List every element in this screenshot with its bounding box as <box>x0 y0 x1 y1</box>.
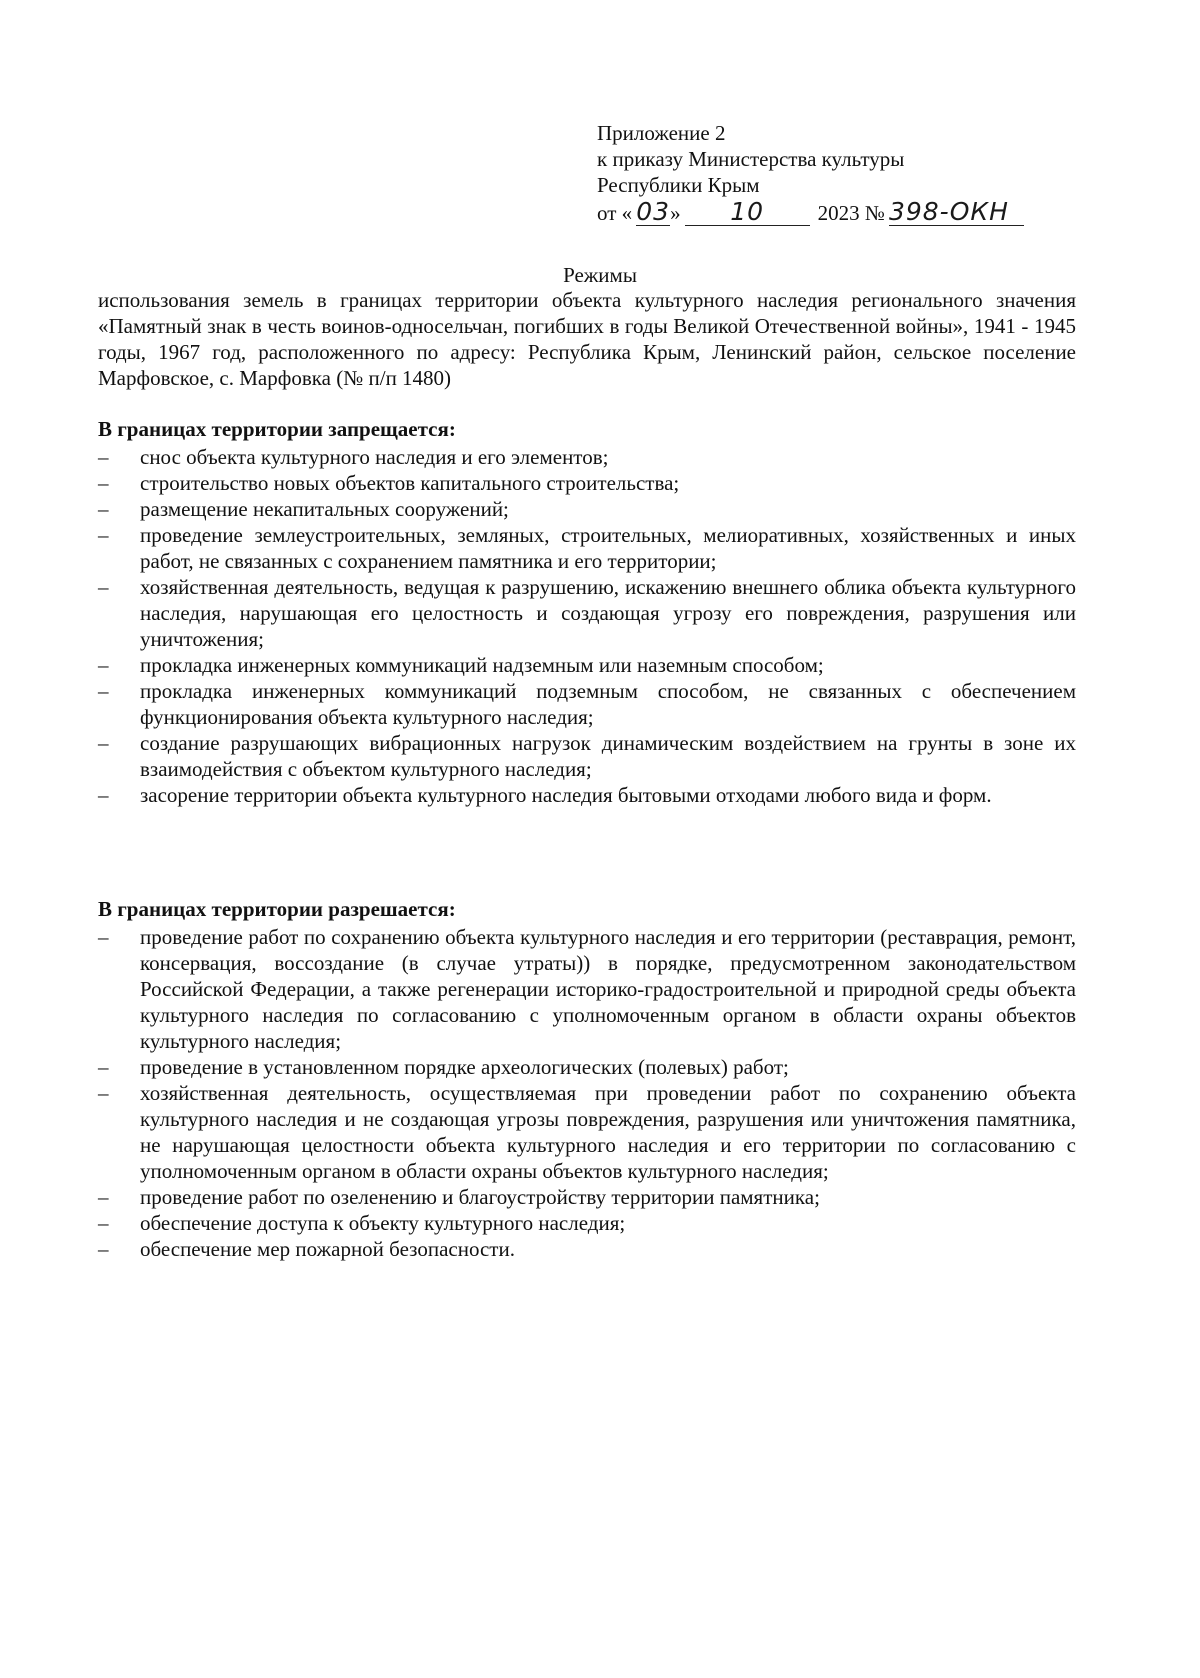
list-item <box>98 652 1076 678</box>
list-item <box>98 730 1076 782</box>
bullet-dash: – <box>98 1081 109 1105</box>
list-item-text: проведение работ по сохранению объекта культурного наследия и его территории (реставрация, ремонт, консервация, воссоздание (в случае утраты)) в порядке, предусмотренном законодательством Российской Федерации, а также регенерации историко-градостроительной и природной среды объекта культурного наследия по согласованию с уполномоченным органом в области охраны объектов культурного наследия; <box>140 925 1076 1053</box>
list-item <box>98 1054 1076 1080</box>
list-item-text: прокладка инженерных коммуникаций подземным способом, не связанных с обеспечением функционирования объекта культурного наследия; <box>140 679 1076 729</box>
section-allowed <box>98 896 1076 1262</box>
list-item-text: обеспечение мер пожарной безопасности. <box>140 1237 515 1261</box>
month-field <box>685 198 810 226</box>
bullet-dash: – <box>98 575 109 599</box>
appendix-label: Приложение 2 <box>597 121 726 145</box>
bullet-dash: – <box>98 925 109 949</box>
bullet-dash: – <box>98 653 109 677</box>
bullet-dash: – <box>98 731 109 755</box>
bullet-dash: – <box>98 783 109 807</box>
list-item-text: размещение некапитальных сооружений; <box>140 497 509 521</box>
list-item <box>98 1080 1076 1184</box>
list-item <box>98 1184 1076 1210</box>
section-heading: В границах территории запрещается: <box>98 417 456 441</box>
number-field <box>889 198 1024 226</box>
list-item <box>98 1236 1076 1262</box>
list-item-text: обеспечение доступа к объекту культурного наследия; <box>140 1211 626 1235</box>
document-title: Режимы <box>563 263 637 287</box>
bullet-dash: – <box>98 1185 109 1209</box>
order-number-handwritten: 398-ОКН <box>888 197 1009 226</box>
list-item-text: создание разрушающих вибрационных нагрузок динамическим воздействием на грунты в зоне их взаимодействия с объектом культурного наследия; <box>140 731 1076 781</box>
bullet-dash: – <box>98 523 109 547</box>
date-prefix: от « <box>597 201 633 225</box>
list-item <box>98 470 1076 496</box>
bullet-dash: – <box>98 1055 109 1079</box>
list-item-text: проведение работ по озеленению и благоустройству территории памятника; <box>140 1185 820 1209</box>
bullet-dash: – <box>98 1237 109 1261</box>
bullet-dash: – <box>98 679 109 703</box>
list-item-text: строительство новых объектов капитального строительства; <box>140 471 680 495</box>
month-handwritten: 10 <box>730 197 765 226</box>
section-prohibited <box>98 416 1076 808</box>
order-date-line <box>597 198 1117 226</box>
document-subtitle: использования земель в границах территории объекта культурного наследия регионального значения «Памятный знак в честь воинов-односельчан, погибших в годы Великой Отечественной войны», 1941 - 1945 годы, 1967 год, расположенного по адресу: Республика Крым, Ленинский район, сельское поселение Марфовское, с. Марфовка (№ п/п 1480) <box>98 288 1076 390</box>
list-item-text: засорение территории объекта культурного наследия бытовыми отходами любого вида и форм. <box>140 783 992 807</box>
list-item <box>98 522 1076 574</box>
day-field <box>636 198 670 226</box>
list-item <box>98 678 1076 730</box>
bullet-dash: – <box>98 1211 109 1235</box>
year-and-number-label: 2023 № <box>817 201 885 225</box>
list-item <box>98 444 1076 470</box>
list-item-text: хозяйственная деятельность, ведущая к разрушению, искажению внешнего облика объекта культурного наследия, нарушающая его целостность и создающая угрозу его повреждения, разрушения или уничтожения; <box>140 575 1076 651</box>
list-item <box>98 1210 1076 1236</box>
list-item-text: проведение в установленном порядке археологических (полевых) работ; <box>140 1055 789 1079</box>
list-item-text: снос объекта культурного наследия и его элементов; <box>140 445 609 469</box>
list-item-text: хозяйственная деятельность, осуществляемая при проведении работ по сохранению объекта культурного наследия и не создающая угрозы повреждения, разрушения или уничтожения памятника, не нарушающая целостности объекта культурного наследия и его территории по согласованию с уполномоченным органом в области охраны объектов культурного наследия; <box>140 1081 1076 1183</box>
appendix-header <box>597 120 1117 226</box>
bullet-dash: – <box>98 445 109 469</box>
appendix-issuer: Республики Крым <box>597 173 760 197</box>
date-quote-close: » <box>670 201 681 225</box>
prohibited-list <box>98 444 1076 808</box>
bullet-dash: – <box>98 497 109 521</box>
list-item <box>98 924 1076 1054</box>
appendix-order-ref: к приказу Министерства культуры <box>597 147 905 171</box>
day-handwritten: 03 <box>636 197 671 226</box>
list-item-text: прокладка инженерных коммуникаций надземным или наземным способом; <box>140 653 824 677</box>
list-item <box>98 782 1076 808</box>
allowed-list <box>98 924 1076 1262</box>
list-item-text: проведение землеустроительных, земляных, строительных, мелиоративных, хозяйственных и иных работ, не связанных с сохранением памятника и его территории; <box>140 523 1076 573</box>
bullet-dash: – <box>98 471 109 495</box>
list-item <box>98 496 1076 522</box>
list-item <box>98 574 1076 652</box>
section-heading: В границах территории разрешается: <box>98 897 456 921</box>
